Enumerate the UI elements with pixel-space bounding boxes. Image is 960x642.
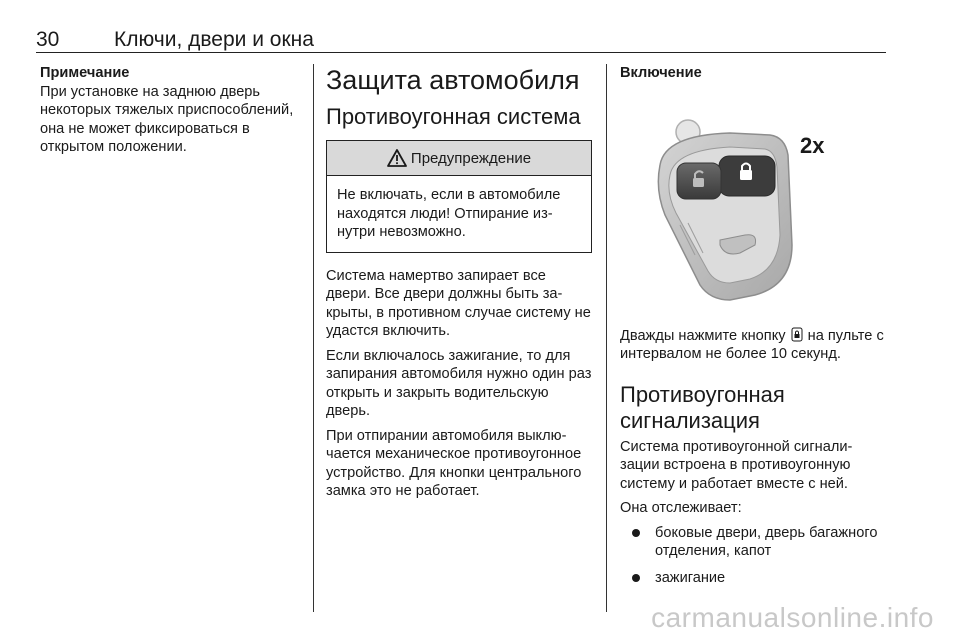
key-fob-illustration xyxy=(620,95,886,309)
page-header xyxy=(36,26,886,53)
page-number: 30 xyxy=(36,28,60,51)
note-title: Примечание xyxy=(40,65,130,81)
activation-title: Включение xyxy=(620,65,702,81)
bullet-icon xyxy=(632,529,640,537)
warning-title: Предупреждение xyxy=(410,149,532,167)
paragraph: Если включалось зажигание, то для запирания автомобиля нужно один раз открыть и закрыть водительскую дверь. xyxy=(326,347,592,419)
bullet-icon xyxy=(632,574,640,582)
warning-triangle-icon xyxy=(387,149,407,167)
paragraph: При отпирании автомобиля выключается механическое противоугонное устройство. Для кнопки центрального замка это не работает. xyxy=(326,427,582,499)
column-left xyxy=(40,64,305,163)
lock-icon xyxy=(791,327,803,342)
alarm-heading: Противоугонная сигнализация xyxy=(620,381,785,433)
warning-header xyxy=(327,141,591,176)
column-right xyxy=(620,64,886,595)
warning-text: Не включать, если в автомобиле находятся люди! Отпирание изнутри невозможно. xyxy=(337,187,561,240)
list-item: зажигание xyxy=(620,569,886,588)
watermark: carmanualsonline.info xyxy=(651,602,934,633)
column-divider xyxy=(606,64,607,612)
alarm-paragraph: Система противоугонной сигнализации встроена в противоугонную систему и работает вместе с ней. xyxy=(620,438,853,492)
section-subheading: Противоугонная система xyxy=(326,104,581,129)
monitors-label: Она отслеживает: xyxy=(620,500,742,516)
list-item: боковые двери, дверь багажного отделения, капот xyxy=(620,524,886,561)
section-heading: Защита автомобиля xyxy=(326,65,580,95)
note-text: При установке на заднюю дверь некоторых тяжелых приспособлений, она не может фиксироваться в открытом положении. xyxy=(40,83,294,155)
figure-label: 2x xyxy=(800,132,825,158)
column-middle xyxy=(326,64,592,507)
column-divider xyxy=(313,64,314,612)
key-fob-drawing xyxy=(620,95,886,309)
warning-box xyxy=(326,140,592,253)
chapter-title: Ключи, двери и окна xyxy=(114,28,314,51)
instruction-text: Дважды нажмите кнопку на пульте с интервалом не более 10 секунд. xyxy=(620,327,884,362)
paragraph: Система намертво запирает все двери. Все двери должны быть закрыты, в противном случае систему не удастся включить. xyxy=(326,267,591,339)
